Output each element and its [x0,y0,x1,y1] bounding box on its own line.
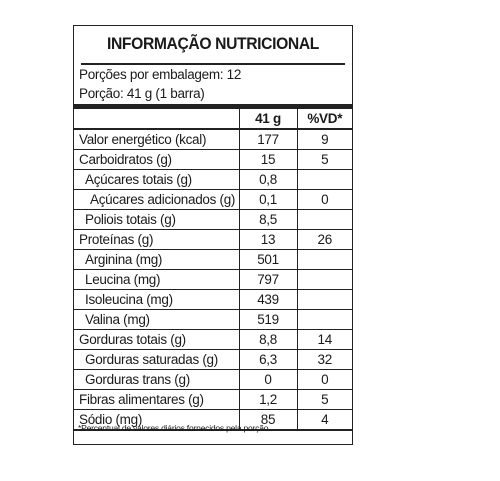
nutrient-dv: 14 [297,330,352,350]
table-row [74,129,352,150]
nutrient-label: Sódio (mg) [74,410,239,431]
servings-per-package: Porções por embalagem: 12 [79,67,242,82]
nutrient-amount: 797 [239,270,297,290]
nutrient-label: Açúcares adicionados (g) [74,190,239,210]
nutrient-dv: 26 [297,230,352,250]
nutrient-label: Carboidratos (g) [74,150,239,170]
nutrient-dv [297,270,352,290]
nutrient-amount: 8,8 [239,330,297,350]
nutrient-label: Valor energético (kcal) [74,129,239,150]
nutrient-dv: 4 [297,410,352,431]
nutrient-label: Poliois totais (g) [74,210,239,230]
nutrient-label: Gorduras saturadas (g) [74,350,239,370]
nutrient-label: Gorduras trans (g) [74,370,239,390]
table-row [74,170,352,190]
nutrient-dv [297,170,352,190]
table-row [74,390,352,410]
nutrient-dv: 9 [297,129,352,150]
nutrient-dv: 5 [297,390,352,410]
footnote: *Percentual de valores diários fornecidos pela porção. [78,423,271,433]
nutrient-amount: 0,1 [239,190,297,210]
nutrient-label: Gorduras totais (g) [74,330,239,350]
table-row [74,290,352,310]
nutrient-amount: 439 [239,290,297,310]
header-label-cell [74,109,239,129]
nutrient-dv [297,290,352,310]
nutrient-amount: 6,3 [239,350,297,370]
nutrient-label: Açúcares totais (g) [74,170,239,190]
nutrient-amount: 1,2 [239,390,297,410]
nutrient-dv: 0 [297,370,352,390]
nutrient-label: Leucina (mg) [74,270,239,290]
header-amount: 41 g [239,109,297,129]
nutrient-amount: 177 [239,129,297,150]
nutrient-amount: 15 [239,150,297,170]
nutrient-label: Arginina (mg) [74,250,239,270]
nutrient-amount: 519 [239,310,297,330]
nutrient-amount: 13 [239,230,297,250]
nutrient-amount: 8,5 [239,210,297,230]
nutrient-amount: 501 [239,250,297,270]
table-row [74,310,352,330]
nutrition-title: INFORMAÇÃO NUTRICIONAL [81,26,345,65]
table-row [74,210,352,230]
nutrient-label: Isoleucina (mg) [74,290,239,310]
nutrient-label: Fibras alimentares (g) [74,390,239,410]
nutrient-dv [297,250,352,270]
nutrient-label: Proteínas (g) [74,230,239,250]
table-header-row [74,109,352,129]
header-dv: %VD* [297,109,352,129]
nutrient-dv [297,210,352,230]
table-row [74,370,352,390]
table-row [74,350,352,370]
table-row [74,230,352,250]
table-row [74,270,352,290]
table-row [74,190,352,210]
nutrient-amount: 85 [239,410,297,431]
table-body [74,129,352,430]
table-row [74,250,352,270]
nutrient-amount: 0,8 [239,170,297,190]
nutrition-table [74,109,352,431]
table-row [74,150,352,170]
nutrient-dv: 0 [297,190,352,210]
nutrient-amount: 0 [239,370,297,390]
nutrient-dv [297,310,352,330]
nutrient-dv: 5 [297,150,352,170]
table-row [74,330,352,350]
nutrient-dv: 32 [297,350,352,370]
nutrient-label: Valina (mg) [74,310,239,330]
serving-size: Porção: 41 g (1 barra) [79,86,205,101]
nutrition-facts-panel [73,25,353,445]
